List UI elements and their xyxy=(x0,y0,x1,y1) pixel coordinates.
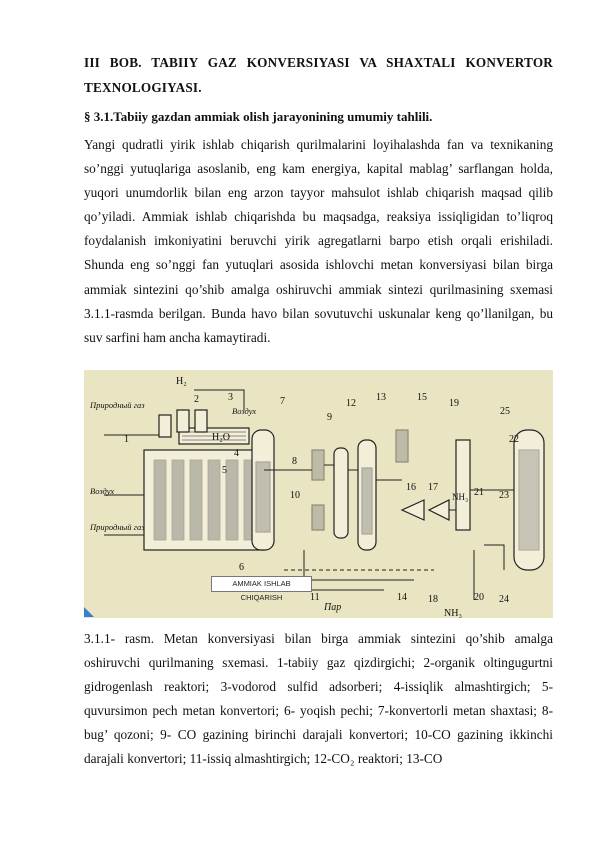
label-h2-top: H₂ xyxy=(176,376,187,387)
number-15: 15 xyxy=(417,392,427,403)
number-10: 10 xyxy=(290,490,300,501)
label-h2o: H₂O xyxy=(212,432,230,443)
number-24: 24 xyxy=(499,594,509,605)
chapter-title-line2: TEXNOLOGIYASI. xyxy=(84,80,202,95)
number-2: 2 xyxy=(194,394,199,405)
number-9: 9 xyxy=(327,412,332,423)
number-14: 14 xyxy=(397,592,407,603)
number-16: 16 xyxy=(406,482,416,493)
image-corner-marker xyxy=(84,607,94,617)
number-6: 6 xyxy=(239,562,244,573)
number-5: 5 xyxy=(222,465,227,476)
number-18: 18 xyxy=(428,594,438,605)
chapter-title-line1: III BOB. TABIIY GAZ KONVERSIYASI VA SHAXTALI KONVERTOR xyxy=(84,55,553,70)
document-page xyxy=(84,50,553,350)
number-3: 3 xyxy=(228,392,233,403)
process-diagram xyxy=(84,370,553,618)
number-4: 4 xyxy=(234,448,239,459)
number-11: 11 xyxy=(310,592,320,603)
number-7: 7 xyxy=(280,396,285,407)
label-natural-gas-left: Природный газ xyxy=(90,522,145,532)
label-steam: Пар xyxy=(324,602,342,613)
section-title: § 3.1.Tabiiy gazdan ammiak olish jarayonining umumiy tahlili. xyxy=(84,109,433,124)
label-nh3-mid: NH₃ xyxy=(452,492,469,502)
label-air-left: Воздух xyxy=(90,486,115,496)
number-22: 22 xyxy=(509,434,519,445)
number-25: 25 xyxy=(500,406,510,417)
number-21: 21 xyxy=(474,487,484,498)
number-1: 1 xyxy=(124,434,129,445)
number-13: 13 xyxy=(376,392,386,403)
number-17: 17 xyxy=(428,482,438,493)
figure-caption: 3.1.1- rasm. Metan konversiyasi bilan birga ammiak sintezini qo’shib amalga oshiruvchi qurilmaning sxemasi. 1-tabiiy gaz qizdirgichi; 2-organik oltingugurtni gidrogenlash reaktori; 3-vodorod sulfid adsorberi; 4-issiqlik almashtirgich; 5-quvursimon pech metan konvertori; 6- yoqish pechi; 7-konvertorli metan shaxtasi; 8-bug’ qozoni; 9- CO gazining birinchi darajali konvertori; 10-CO gazining ikkinchi darajali konvertori; 11-issiq almashtirgich; 12-CO₂ reaktori; 13-CO xyxy=(84,631,553,767)
label-natural-gas-top: Природный газ xyxy=(90,400,145,410)
label-air-top: Воздух xyxy=(232,406,257,416)
number-23: 23 xyxy=(499,490,509,501)
figure-overlay-caption: AMMIAK ISHLAB CHIQARISH xyxy=(211,576,312,592)
number-8: 8 xyxy=(292,456,297,467)
number-20: 20 xyxy=(474,592,484,603)
process-diagram-figure xyxy=(84,370,553,618)
chapter-title xyxy=(84,50,553,100)
number-19: 19 xyxy=(449,398,459,409)
number-12: 12 xyxy=(346,398,356,409)
label-nh3-bottom: NH₃ xyxy=(444,608,462,618)
body-paragraph: Yangi qudratli yirik ishlab chiqarish qurilmalarini loyihalashda fan va texnikaning so’nggi yutuqlariga asoslanib, eng kam energiya, kapital mablag’ sarflangan holda, yuqori unumdorlik bilan eng arzon tayyor mahsulot ishlab chiqarish maqsad qilib qo’yiladi. Ammiak ishlab chiqarishda bu maqsadga, reaksiya issiqligidan to’liqroq foydalanish imkoniyatini beruvchi yirik agregatlarni barpo etish orqali erishiladi. Shunda eng so’nggi fan yutuqlari asosida ishlovchi metan konversiyasi bilan birga ammiak sintezini qo’shib amalga oshiruvchi ammiak sintezi qurilmasining sxemasi 3.1.1-rasmda berilgan. Bunda havo bilan sovutuvchi uskunalar keng qo’llanilgan, bu suv sarfini ham ancha kamaytiradi. xyxy=(84,137,553,345)
